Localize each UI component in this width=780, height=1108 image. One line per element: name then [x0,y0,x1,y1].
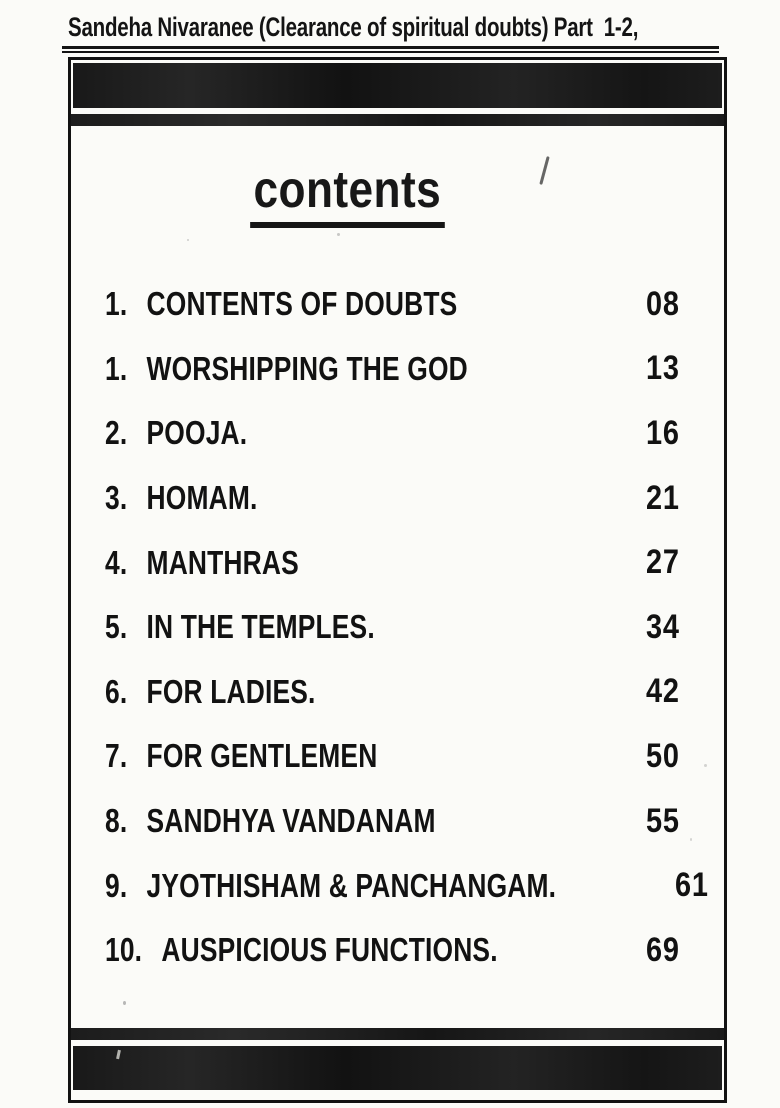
toc-entry-label: WORSHIPPING THE GOD [146,349,468,387]
top-thin-stripe [71,114,724,126]
toc-content [71,126,724,1028]
toc-entry-page: 34 [646,607,680,646]
toc-entry-page: 27 [646,543,680,582]
toc-entry-label: SANDHYA VANDANAM [146,802,436,840]
toc-entry [71,789,724,854]
top-thick-band [73,63,722,108]
toc-entry-page: 50 [646,736,680,775]
toc-entry-number: 7. [105,737,128,775]
page-border-frame [68,57,727,1103]
toc-entry-number: 5. [105,608,128,646]
toc-entry-label: POOJA. [146,414,248,452]
toc-entry [71,337,724,402]
toc-entry-label: AUSPICIOUS FUNCTIONS. [161,931,498,969]
toc-entry [71,530,724,595]
toc-entry [71,466,724,531]
bottom-thin-stripe [71,1028,724,1040]
toc-entry-number: 9. [105,866,128,904]
toc-entry [71,724,724,789]
toc-entry-label: JYOTHISHAM & PANCHANGAM. [146,866,557,904]
toc-entry-page: 16 [646,413,680,452]
toc-entry-label: IN THE TEMPLES. [146,608,375,646]
toc-entry-number: 10. [105,931,143,969]
toc-entry-label: FOR GENTLEMEN [146,737,378,775]
toc-entry [71,660,724,725]
bottom-thick-band [73,1046,722,1090]
toc-title-block [253,161,442,228]
toc-entry [71,272,724,337]
toc-entry-label: FOR LADIES. [146,672,316,710]
toc-entry-number: 8. [105,802,128,840]
toc-list [71,272,724,983]
toc-entry-number: 2. [105,414,128,452]
toc-entry-number: 4. [105,543,128,581]
toc-entry-label: MANTHRAS [146,543,299,581]
toc-entry [71,401,724,466]
running-header: Sandeha Nivaranee (Clearance of spiritual doubts) Part 1-2, [68,12,639,42]
toc-entry-label: CONTENTS OF DOUBTS [146,285,458,323]
toc-entry-number: 1. [105,285,128,323]
toc-title-underline [250,222,445,228]
toc-entry-page: 42 [646,672,680,711]
toc-entry [71,918,724,983]
running-header-rule [62,46,719,53]
toc-entry-number: 3. [105,479,128,517]
toc-entry-number: 1. [105,349,128,387]
toc-entry-page: 13 [646,349,680,388]
toc-entry-label: HOMAM. [146,479,258,517]
toc-entry-page: 21 [646,478,680,517]
toc-entry-number: 6. [105,672,128,710]
toc-entry-page: 08 [646,284,680,323]
toc-entry [71,595,724,660]
toc-entry-page: 69 [646,930,680,969]
toc-entry-page: 61 [674,866,709,905]
toc-title: contents [253,161,442,219]
toc-entry [71,853,724,918]
toc-entry-page: 55 [646,801,680,840]
